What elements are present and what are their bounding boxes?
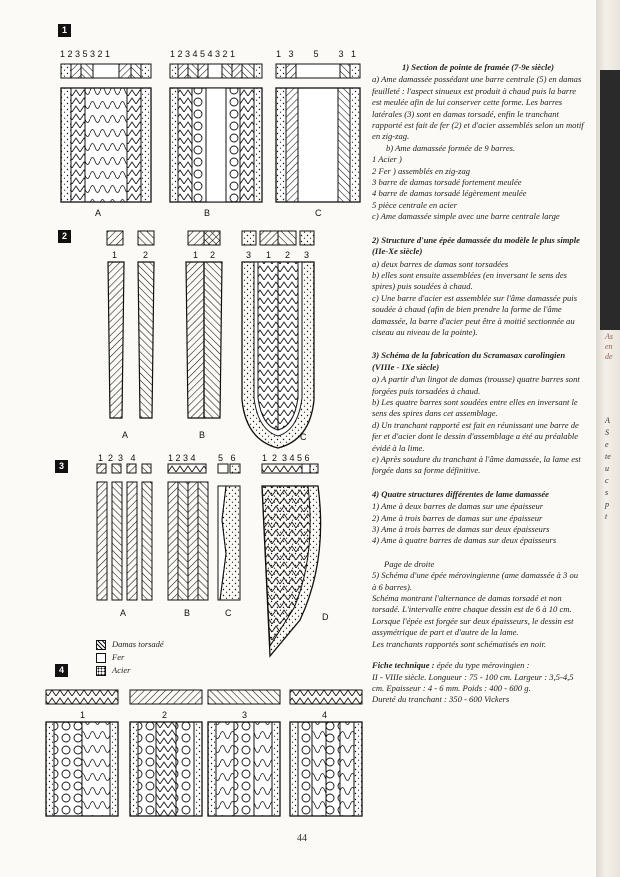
- section-5-note: Les tranchants rapportés sont schématisés en noir.: [372, 638, 547, 649]
- fig3-a-numbers: 1 2 3 4: [98, 453, 136, 463]
- fig1-b-blade: [170, 88, 262, 202]
- fig2-b-bar-right: [204, 262, 222, 418]
- facing-page-fragment: p: [605, 500, 609, 509]
- technical-sheet-type: épée du type mérovingien :: [436, 660, 530, 671]
- legend-label: Damas torsadé: [112, 639, 164, 649]
- dotted-swatch-icon: [96, 666, 106, 676]
- fig2-a-num-1: 1: [112, 250, 118, 260]
- section-3-a: a) A partir d'un lingot de damas (trousse) quatre barres sont forgées puis torsadées à chaud.: [372, 374, 580, 396]
- fig4-label-3: 3: [242, 710, 248, 720]
- fig3-c-section-iron: [218, 464, 228, 473]
- section-1-list-3: 3 barre de damas torsadé fortement meulée: [372, 177, 522, 188]
- fig1-c-bar-numbers: 1 3 5 3 1: [276, 49, 357, 59]
- section-2-title: 2) Structure d'une épée damassée du modèle le plus simple (IIe-Xe siècle): [372, 234, 580, 257]
- fig3-b-section: [168, 464, 206, 473]
- legend-item-acier: [96, 664, 164, 677]
- section-2-a: a) deux barres de damas sont torsadées: [372, 258, 509, 269]
- section-3-d: d) Un tranchant rapporté est fait en réunissant une barre de fer et d'acier dont le dessin d'assemblage a été au préalable évidé à la lime.: [372, 419, 579, 453]
- fig2-c-section-1: [260, 231, 278, 245]
- figure-3-badge: 3: [55, 460, 68, 473]
- fig1-label-b: B: [204, 208, 211, 218]
- fig4-section-4: [290, 690, 362, 704]
- fig2-c-num-3a: 3: [246, 250, 252, 260]
- fig2-a-section-2: [138, 231, 154, 245]
- fig1-c-section: [276, 64, 360, 78]
- figure-3: [97, 453, 329, 656]
- hatch-swatch-icon: [96, 640, 106, 650]
- section-3-e: e) Après soudure du tranchant à l'âme damassée, la lame est forgée dans sa forme définitive.: [372, 454, 581, 476]
- fig3-label-b: B: [184, 608, 191, 618]
- fig2-a-section-1: [107, 231, 123, 245]
- technical-sheet-specs: II - VIIIe siècle. Longueur : 75 - 100 cm. Largeur : 3,5-4,5 cm. Epaisseur : 4 - 6 mm. Poids : 400 - 600 g.: [372, 671, 574, 693]
- section-4-list-3: 3) Ame à trois barres de damas sur deux épaisseurs: [372, 524, 550, 535]
- fig3-label-a: A: [120, 608, 127, 618]
- facing-page-fragment: S: [605, 428, 609, 437]
- fig3-d-numbers: 1 2 3 4 5 6: [262, 453, 310, 463]
- section-3-title: 3) Schéma de la fabrication du Scramasax carolingien (VIIIe - IXe siècle): [372, 350, 566, 372]
- fig1-a-section: [61, 64, 151, 78]
- fig4-blade-2: [130, 722, 202, 816]
- section-2-b: b) elles sont ensuite assemblées (en inversant le sens des spires) puis soudées à chaud.: [372, 269, 567, 292]
- figure-2-badge: 2: [58, 230, 71, 243]
- section-4-list-1: 1) Ame à deux barres de damas sur une épaisseur: [372, 501, 544, 512]
- legend-label: Fer: [112, 652, 125, 662]
- fig2-a-bar-1: [108, 262, 124, 418]
- figure-4: [46, 690, 362, 816]
- fig3-label-d: D: [322, 612, 329, 622]
- section-4-title: 4) Quatre structures différentes de lame damassée: [372, 488, 549, 499]
- section-2-c: c) Une barre d'acier est assemblée sur l'âme damassée puis soudée à chaud (afin de bien prendre la forme de l'âme damassée, la barre d'acier peut être à moitié sectionnée au ciseau au niveau de la pointe).: [372, 292, 578, 337]
- fig4-label-4: 4: [322, 710, 328, 720]
- facing-page-fragment: de: [605, 352, 613, 361]
- facing-page-fragment: A: [605, 416, 610, 425]
- facing-page-fragment: u: [605, 464, 609, 473]
- legend-label: Acier: [112, 665, 131, 675]
- fig2-b-num-1: 1: [193, 250, 199, 260]
- fig4-section-2: [130, 690, 202, 704]
- fig4-section-1: [46, 690, 118, 704]
- facing-page-dark-strip: [600, 70, 620, 330]
- fig2-c-section-steel-right: [300, 231, 314, 245]
- legend-item-damas: [96, 638, 164, 651]
- fig2-c-section-steel-left: [242, 231, 256, 245]
- figure-1: [60, 49, 360, 218]
- fig3-a-bars: [97, 482, 152, 600]
- fig3-d-section-steel: [310, 464, 318, 473]
- section-1-list-4: 4 barre de damas torsadé légèrement meulée: [372, 188, 527, 199]
- technical-sheet-hardness: Dureté du tranchant : 350 - 600 Vickers: [372, 694, 510, 705]
- fig3-b-bars: [168, 482, 208, 600]
- fig2-label-a: A: [122, 430, 129, 440]
- fig2-c-blade-core-right: [278, 262, 298, 430]
- section-1-a: a) Ame damassée possédant une barre centrale (5) en damas feuilleté : l'aspect sinueux est produit à chaud puis la barre est meulée afin de lui conserver cette forme. Les barres latérales (3) sont en damas torsadé, enfin le tranchant rapporté est fait de fer (2) et d'acier assemblés selon un motif en zig-zag.: [372, 74, 584, 142]
- fig4-label-2: 2: [162, 710, 168, 720]
- legend-item-fer: [96, 651, 164, 664]
- fig1-a-blade: [61, 88, 151, 202]
- fig2-b-bar-left: [186, 262, 204, 418]
- fig1-b-section: [170, 64, 262, 78]
- fig3-d-section-core: [262, 464, 302, 473]
- section-4-list-2: 2) Ame à trois barres de damas sur une épaisseur: [372, 512, 543, 523]
- fig1-c-blade: [276, 88, 360, 202]
- fig4-label-1: 1: [80, 710, 86, 720]
- fig3-d-section-iron: [302, 464, 310, 473]
- fig2-c-num-2: 2: [285, 250, 291, 260]
- figure-1-badge: 1: [58, 24, 71, 37]
- fig1-b-bar-numbers: 1 2 3 4 5 4 3 2 1: [170, 49, 236, 59]
- blank-swatch-icon: [96, 653, 106, 663]
- fig4-section-3: [208, 690, 280, 704]
- fig3-b-numbers: 1 2 3 4: [168, 453, 196, 463]
- facing-page-fragment: te: [605, 452, 611, 461]
- fig3-c-numbers: 5 6: [218, 453, 236, 463]
- caption-text-column: [372, 62, 584, 706]
- section-5-body: Schéma montrant l'alternance de damas torsadé et non torsadé. L'intervalle entre chaque dessin est de 6 à 10 cm. Lorsque l'épée est forgée sur deux épaisseurs, le dessin est assymétrique de part et d'autre de la lame.: [372, 593, 574, 638]
- fig4-blade-4: [290, 722, 362, 816]
- page-number: 44: [297, 833, 307, 844]
- fig1-label-a: A: [95, 208, 102, 218]
- section-1-list-1: 1 Acier ): [372, 154, 402, 165]
- fig2-c-num-1: 1: [266, 250, 272, 260]
- section-3-b: b) Les quatre barres sont soudées entre elles en inversant le sens des spires dans cet assemblage.: [372, 396, 578, 419]
- section-4-list-4: 4) Ame à quatre barres de damas sur deux épaisseurs: [372, 535, 557, 546]
- section-1-list-5: 5 pièce centrale en acier: [372, 199, 457, 210]
- fig2-c-blade-core-left: [258, 262, 278, 430]
- section-5-intro: Page de droite: [384, 558, 435, 569]
- section-1-b: b) Ame damassée formée de 9 barres.: [386, 142, 516, 153]
- fig2-a-num-2: 2: [143, 250, 149, 260]
- facing-page-fragment: As: [605, 332, 613, 341]
- fig2-label-c: C: [300, 432, 307, 442]
- legend: [96, 638, 164, 677]
- section-1-c: c) Ame damassée simple avec une barre centrale large: [372, 211, 560, 222]
- fig4-blade-1: [46, 722, 118, 816]
- fig2-c-section-2: [278, 231, 296, 245]
- fig1-label-c: C: [315, 208, 322, 218]
- section-1-list-2: 2 Fer ) assemblés en zig-zag: [372, 165, 471, 176]
- fig2-c-num-3b: 3: [304, 250, 310, 260]
- fig2-label-b: B: [199, 430, 206, 440]
- section-5-title: 5) Schéma d'une épée mérovingienne (ame damassée à 3 ou à 6 barres).: [372, 570, 579, 592]
- fig3-c-section-steel: [230, 464, 240, 473]
- fig4-blade-3: [208, 722, 280, 816]
- fig3-a-sections: [97, 464, 151, 473]
- facing-page-fragment: en: [605, 342, 613, 351]
- figure-2: [107, 231, 314, 448]
- fig2-b-section-half: [204, 231, 220, 245]
- fig1-a-bar-numbers: 1 2 3 5 3 2 1: [60, 49, 111, 59]
- facing-page-fragment: s: [605, 488, 609, 497]
- facing-page-fragment: e: [605, 440, 609, 449]
- fig2-b-num-2: 2: [210, 250, 216, 260]
- figure-4-badge: 4: [55, 664, 68, 677]
- fig2-a-bar-2: [138, 262, 154, 418]
- technical-sheet: [372, 660, 584, 671]
- fig3-label-c: C: [225, 608, 232, 618]
- technical-sheet-label: Fiche technique :: [372, 660, 435, 671]
- facing-page-fragment: c: [605, 476, 609, 485]
- section-1-title: 1) Section de pointe de framée (7-9e siècle): [401, 62, 554, 72]
- facing-page-fragment: t: [605, 512, 608, 521]
